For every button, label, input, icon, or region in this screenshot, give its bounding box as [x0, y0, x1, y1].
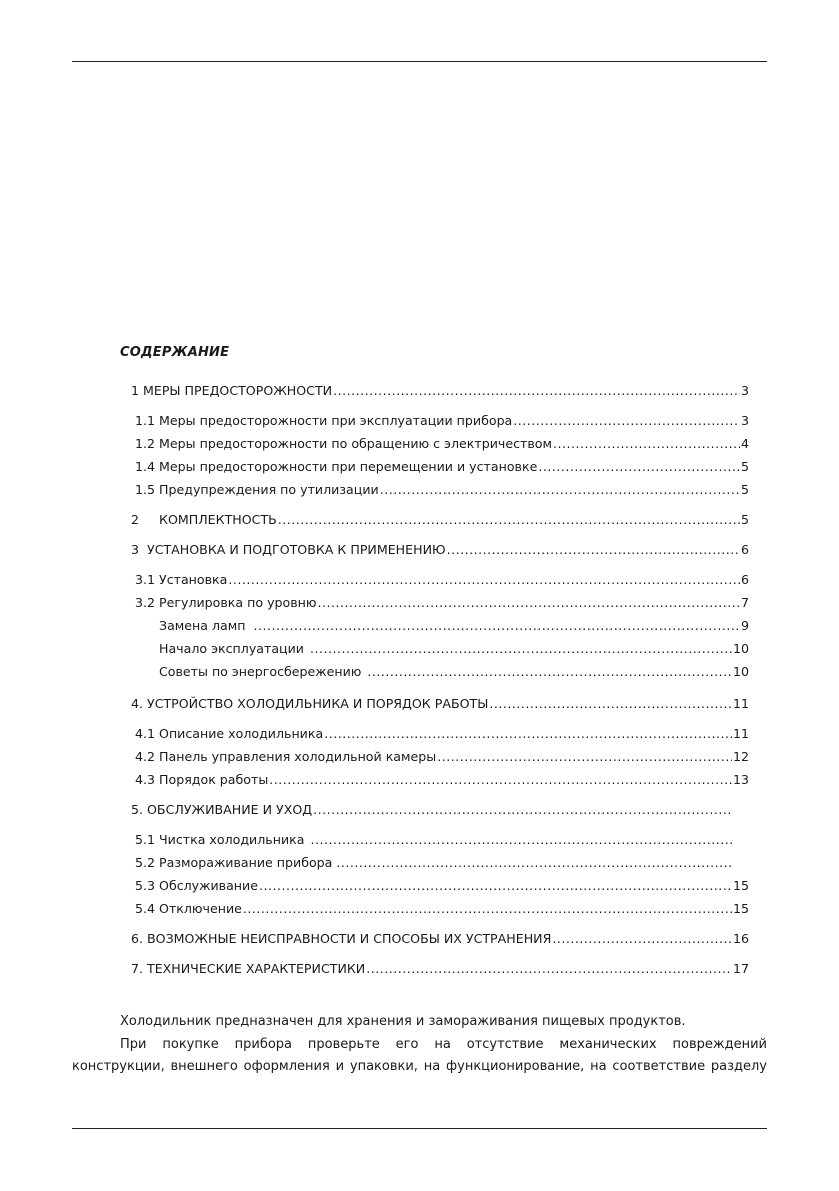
toc-entry[interactable]	[131, 696, 749, 712]
dot-leader	[313, 802, 733, 818]
dot-leader	[259, 878, 732, 894]
toc-title: СОДЕРЖАНИЕ	[120, 345, 230, 360]
dot-leader	[310, 641, 732, 657]
toc-entry[interactable]	[135, 459, 749, 475]
dot-leader	[336, 855, 733, 871]
dot-leader	[317, 595, 740, 611]
toc-entry-label: 6. ВОЗМОЖНЫЕ НЕИСПРАВНОСТИ И СПОСОБЫ ИХ УСТРАНЕНИЯ	[131, 931, 552, 946]
toc-entry-page: 10	[732, 641, 749, 656]
toc-entry-page: 13	[732, 772, 749, 787]
toc-entry-label: 5.4 Отключение	[135, 901, 242, 916]
dot-leader	[367, 664, 732, 680]
toc-entry[interactable]	[131, 512, 749, 528]
toc-entry-label: 5. ОБСЛУЖИВАНИЕ И УХОД	[131, 802, 313, 817]
toc-entry[interactable]	[135, 878, 749, 894]
toc-entry-page: 5	[740, 482, 749, 497]
toc-entry-label: Советы по энергосбережению	[159, 664, 362, 679]
toc-entry[interactable]	[159, 618, 749, 634]
toc-entry-page: 7	[740, 595, 749, 610]
toc-entry-label: 3.1 Установка	[135, 572, 228, 587]
toc-entry[interactable]	[135, 572, 749, 588]
toc-entry-label: 4.3 Порядок работы	[135, 772, 269, 787]
toc-entry-page: 5	[740, 512, 749, 527]
toc-entry-label: 5.3 Обслуживание	[135, 878, 258, 893]
toc-entry-page: 4	[740, 436, 749, 451]
toc-entry-label: 1.2 Меры предосторожности по обращению с электричеством	[135, 436, 552, 451]
dot-leader	[513, 413, 740, 429]
toc-entry-page: 17	[732, 961, 749, 976]
toc-entry-number: 2	[131, 512, 140, 527]
toc-entry-page: 15	[732, 878, 749, 893]
toc-entry[interactable]	[159, 641, 749, 657]
toc-entry-label: 3.2 Регулировка по уровню	[135, 595, 317, 610]
dot-leader	[278, 512, 740, 528]
toc-entry[interactable]	[131, 931, 749, 947]
toc-entry-label: 7. ТЕХНИЧЕСКИЕ ХАРАКТЕРИСТИКИ	[131, 961, 366, 976]
dot-leader	[310, 832, 733, 848]
dot-leader	[447, 542, 740, 558]
toc-entry-page: 3	[740, 413, 749, 428]
toc-entry-page: 5	[740, 459, 749, 474]
toc-entry[interactable]	[135, 855, 734, 871]
toc-entry[interactable]	[131, 542, 749, 558]
dot-leader	[254, 618, 740, 634]
toc-entry-page: 15	[732, 901, 749, 916]
footer-rule	[72, 1128, 767, 1129]
dot-leader	[553, 436, 740, 452]
dot-leader	[324, 726, 732, 742]
toc-entry-label: Начало эксплуатации	[159, 641, 304, 656]
toc-entry-label: 1.5 Предупреждения по утилизации	[135, 482, 379, 497]
toc-entry[interactable]	[131, 961, 749, 977]
toc-entry-page: 11	[732, 696, 749, 711]
toc-entry[interactable]	[131, 802, 734, 818]
toc-entry[interactable]	[135, 901, 749, 917]
dot-leader	[269, 772, 732, 788]
toc-entry-page: 6	[740, 542, 749, 557]
toc-entry[interactable]	[135, 726, 749, 742]
dot-leader	[333, 383, 740, 399]
toc-entry-page: 9	[740, 618, 749, 633]
toc-entry-page: 6	[740, 572, 749, 587]
toc-entry-title: КОМПЛЕКТНОСТЬ	[159, 512, 277, 527]
dot-leader	[380, 482, 740, 498]
toc-entry-label: 3 УСТАНОВКА И ПОДГОТОВКА К ПРИМЕНЕНИЮ	[131, 542, 446, 557]
dot-leader	[552, 931, 732, 947]
dot-leader	[489, 696, 732, 712]
toc-entry-page: 3	[740, 383, 749, 398]
toc-entry[interactable]	[135, 595, 749, 611]
toc-entry-label: 5.1 Чистка холодильника	[135, 832, 305, 847]
toc-entry[interactable]	[135, 749, 749, 765]
toc-entry[interactable]	[135, 772, 749, 788]
toc-entry[interactable]	[135, 482, 749, 498]
dot-leader	[538, 459, 740, 475]
toc-entry[interactable]	[135, 832, 734, 848]
toc-entry-label: 4. УСТРОЙСТВО ХОЛОДИЛЬНИКА И ПОРЯДОК РАБОТЫ	[131, 696, 489, 711]
toc-entry[interactable]	[135, 436, 749, 452]
toc-entry-label: 1.1 Меры предосторожности при эксплуатации прибора	[135, 413, 513, 428]
toc-entry-page: 10	[732, 664, 749, 679]
toc-entry-page: 11	[732, 726, 749, 741]
toc-entry[interactable]	[131, 383, 749, 399]
toc-entry-label: 5.2 Размораживание прибора	[135, 855, 333, 870]
dot-leader	[228, 572, 740, 588]
dot-leader	[243, 901, 732, 917]
dot-leader	[366, 961, 732, 977]
toc-entry-page: 16	[732, 931, 749, 946]
toc-entry-page: 12	[732, 749, 749, 764]
header-rule	[72, 61, 767, 62]
toc-entry-label: 4.1 Описание холодильника	[135, 726, 324, 741]
toc-entry-label: 1.4 Меры предосторожности при перемещении и установке	[135, 459, 538, 474]
toc-entry-label: 4.2 Панель управления холодильной камеры	[135, 749, 437, 764]
toc-entry-label	[131, 512, 277, 528]
toc-entry[interactable]	[159, 664, 749, 680]
toc-entry[interactable]	[135, 413, 749, 429]
toc-entry-label: Замена ламп	[159, 618, 246, 633]
intro-paragraph: Холодильник предназначен для хранения и замораживания пищевых продуктов.	[120, 1014, 686, 1029]
toc-entry-label: 1 МЕРЫ ПРЕДОСТОРОЖНОСТИ	[131, 383, 333, 398]
inspection-paragraph: При покупке прибора проверьте его на отсутствие механических повреждений конструкции, внешнего оформления и упаковки, на функционирование, на соответствие разделу	[72, 1037, 767, 1074]
dot-leader	[437, 749, 732, 765]
